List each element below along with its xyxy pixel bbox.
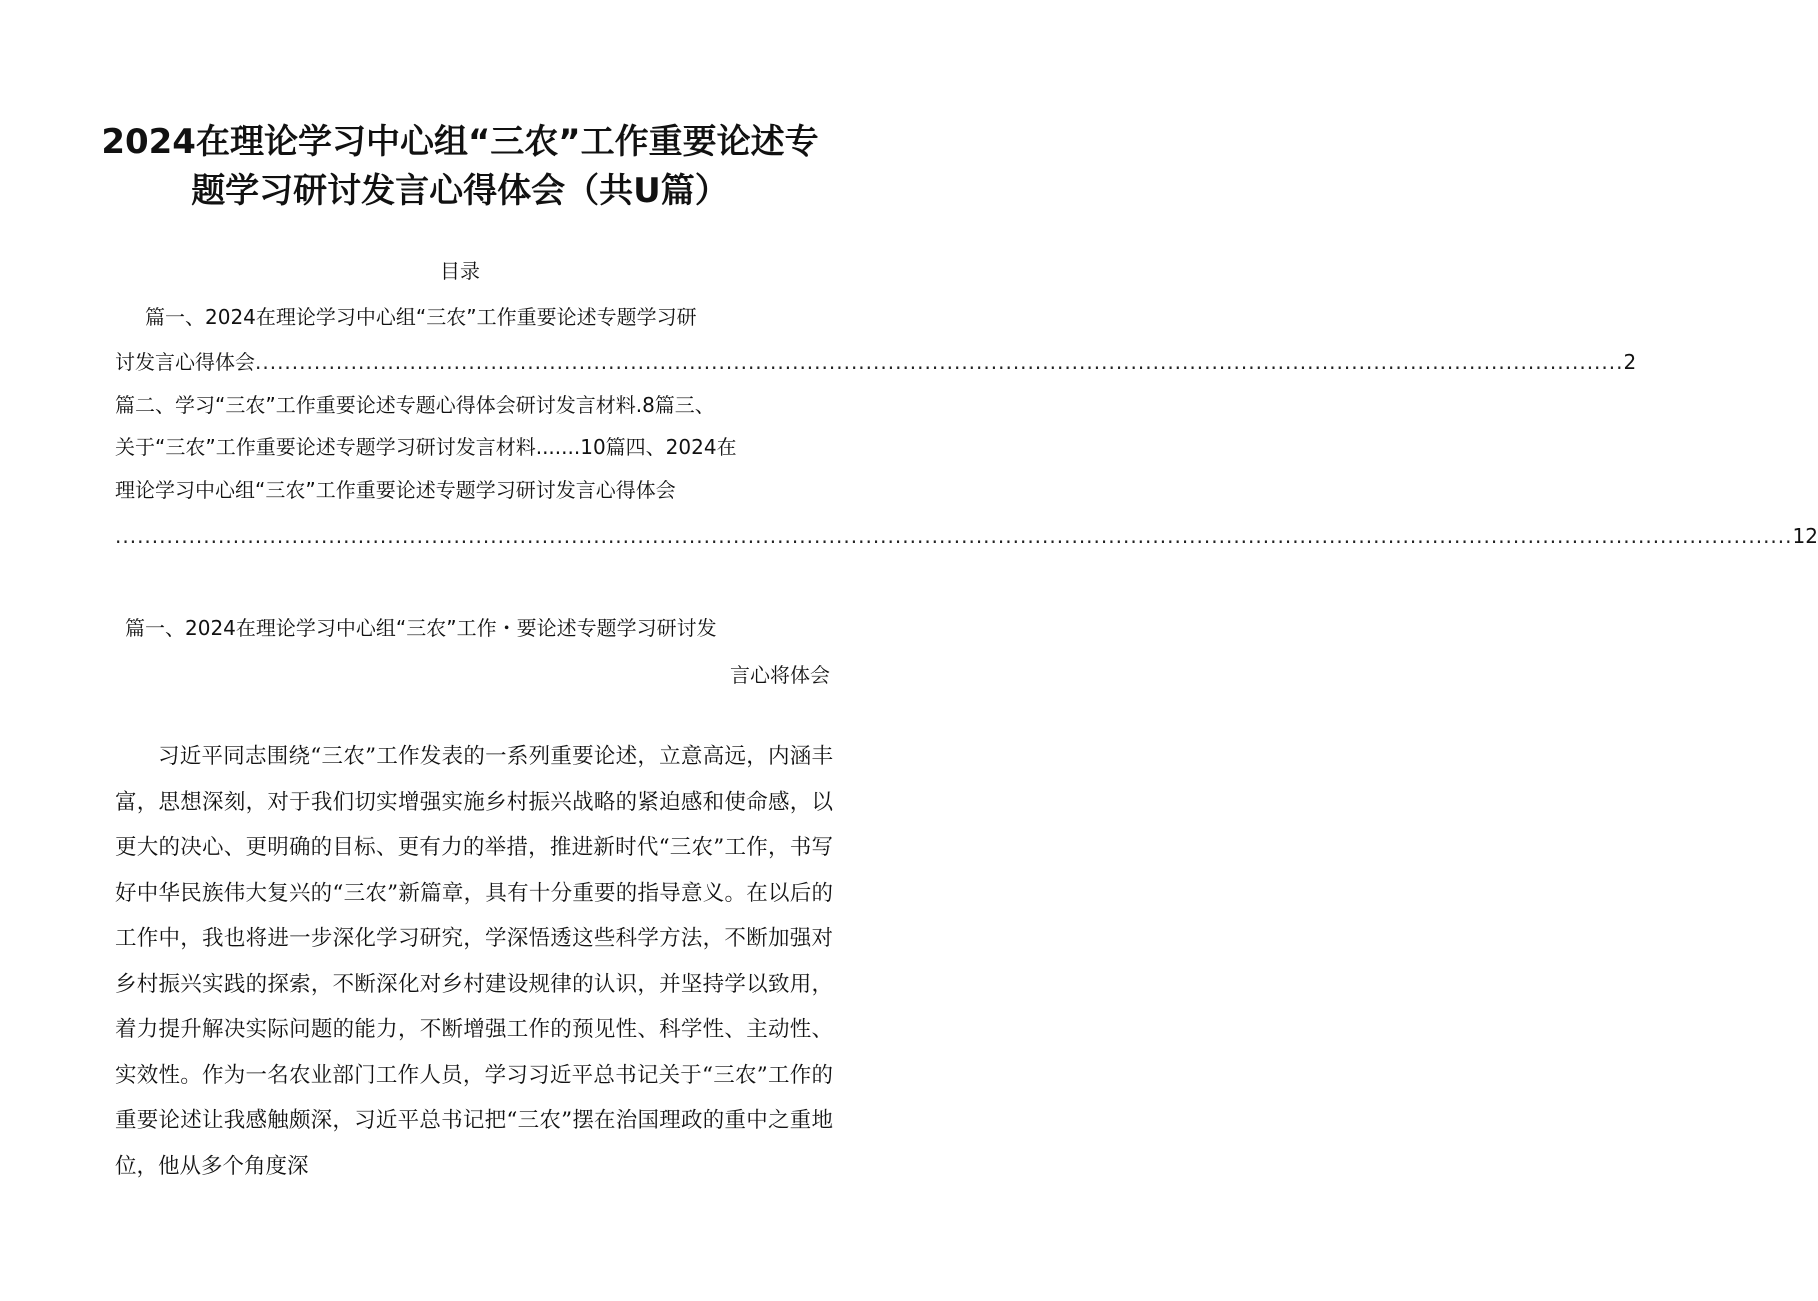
toc-line-6[interactable] [115, 514, 1818, 559]
body-paragraph: 习近平同志围绕“三农”工作发表的一系列重要论述，立意高远，内涵丰富，思想深刻，对于我们切实增强实施乡村振兴战略的紧迫感和使命感，以更大的决心、更明确的目标、更有力的举措，推进新时代“三农”工作，书写好中华民族伟大复兴的“三农”新篇章，具有十分重要的指导意义。在以后的工作中，我也将进一步深化学习研究，学深悟透这些科学方法，不断加强对乡村振兴实践的探索，不断深化对乡村建设规律的认识，并坚持学以致用，着力提升解决实际问题的能力，不断增强工作的预见性、科学性、主动性、实效性。作为一名农业部门工作人员，学习习近平总书记关于“三农”工作的重要论述让我感触颇深，习近平总书记把“三农”摆在治国理政的重中之重地位，他从多个角度深 [115, 744, 833, 1179]
section-heading-line-2: 言心将体会 [730, 663, 830, 687]
document-title-line-1: 2024在理论学习中心组“三农”工作重要论述专 [101, 122, 819, 162]
toc-line-1[interactable]: 篇一、2024在理论学习中心组“三农”工作重要论述专题学习研 [145, 305, 697, 329]
toc-line-6-page: 12 [1792, 524, 1818, 548]
toc-line-2-text: 讨发言心得体会 [115, 350, 255, 374]
section-heading [125, 605, 830, 699]
toc-line-5[interactable]: 理论学习中心组“三农”工作重要论述专题学习研讨发言心得体会 [115, 478, 676, 502]
toc-line-4[interactable]: 关于“三农”工作重要论述专题学习研讨发言材料.......10篇四、2024在 [115, 435, 737, 459]
toc-heading: 目录 [440, 259, 480, 283]
toc-line-2-page: 2 [1623, 350, 1637, 374]
toc-line-2[interactable] [115, 340, 1637, 385]
toc-leader-dots: .................................................................................................................................................................................................................................... [115, 524, 1793, 548]
section-heading-line-1: 篇一、2024在理论学习中心组“三农”工作・要论述专题学习研讨发 [125, 616, 717, 640]
toc-line-3[interactable]: 篇二、学习“三农”工作重要论述专题心得体会研讨发言材料.8篇三、 [115, 393, 715, 417]
toc-leader-dots: .......................................................................................................................................................................................... [255, 350, 1624, 374]
document-title [60, 118, 860, 216]
document-title-line-2: 题学习研讨发言心得体会（共U篇） [191, 171, 729, 211]
